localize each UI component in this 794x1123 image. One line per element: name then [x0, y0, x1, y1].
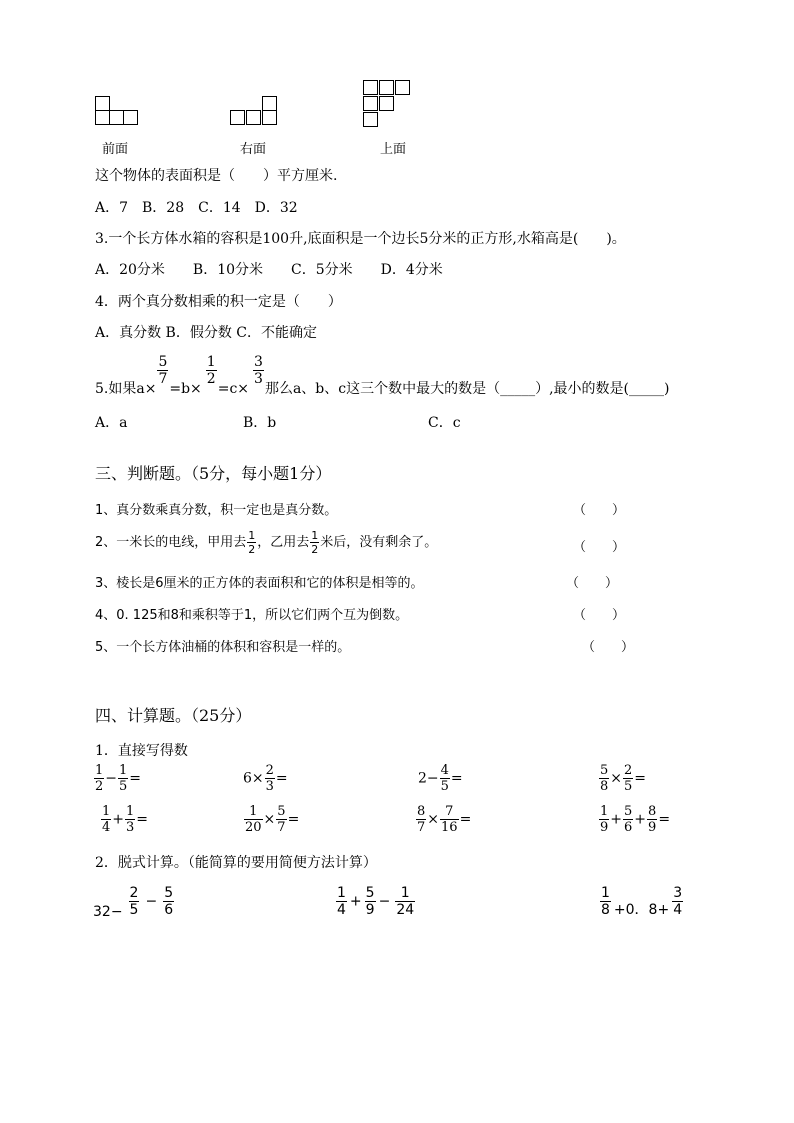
question-3-options: A．20分米 B．10分米 C．5分米 D．4分米	[95, 262, 443, 278]
right-view-label: 右面	[240, 142, 267, 157]
section-3-title: 三、判断题。（5分，每小题1分）	[95, 464, 332, 483]
calc-r1c4: $\frac{5}{8}$ × $\frac{2}{5}$ =	[600, 763, 647, 794]
question-3: 3.一个长方体水箱的容积是100升,底面积是一个边长5分米的正方形,水箱高是( )。	[95, 231, 626, 247]
section-4-sub-1: 1．直接写得数	[95, 743, 188, 759]
section-4-sub-2: 2．脱式计算。（能简算的要用简便方法计算）	[95, 855, 377, 871]
judge-bracket-4: （ ）	[573, 608, 626, 623]
calc-r1c1: $\frac{1}{2}$ − $\frac{1}{5}$ =	[95, 763, 142, 794]
judge-bracket-5: （ ）	[582, 640, 635, 655]
front-view-drawing	[95, 96, 155, 131]
question-4-options: A．真分数 B．假分数 C．不能确定	[95, 325, 318, 341]
judge-item-2: 2、一米长的电线，甲用去 $\frac{1}{2}$ ，乙用去 $\frac{1}{2}$ 米后，没有剩余了。	[95, 529, 438, 556]
question-5: 5.如果a× $\frac{5}{7}$ =b× $\frac{1}{2}$ =c× $\frac{3}{3}$ 那么a、b、c这三个数中最大的数是（_____）,最小的数是(_____)	[95, 354, 670, 397]
top-view-label: 上面	[380, 142, 407, 157]
q5-option-b: B．b	[243, 415, 277, 431]
question-surface-area-options: A．7 B．28 C．14 D．32	[95, 200, 298, 216]
section-4-title: 四、计算题。（25分）	[95, 706, 252, 725]
calc-r2c2: $\frac{1}{20}$ × $\frac{5}{7}$ =	[245, 804, 300, 835]
calc-r1c2: 6× $\frac{2}{3}$ =	[243, 763, 288, 794]
calc-r1c3: 2− $\frac{4}{5}$ =	[418, 763, 463, 794]
judge-bracket-2: （ ）	[573, 540, 626, 555]
q5-prefix: 5.如果a×	[95, 380, 157, 397]
calc-r2c4: $\frac{1}{9}$ + $\frac{5}{6}$ + $\frac{8}{9}$ =	[600, 804, 671, 835]
judge-item-1: 1、真分数乘真分数，积一定也是真分数。	[95, 503, 338, 518]
expr-1: 32− $\frac{2}{5}$ − $\frac{5}{6}$	[93, 885, 174, 920]
calc-r2c3: $\frac{8}{7}$ × $\frac{7}{16}$ =	[417, 804, 472, 835]
q5-fraction-1: $\frac{5}{7}$	[158, 354, 168, 387]
front-view-label: 前面	[102, 142, 129, 157]
judge-item-2-fraction-2: $\frac{1}{2}$	[311, 529, 319, 556]
judge-item-2-fraction-1: $\frac{1}{2}$	[248, 529, 256, 556]
judge-bracket-1: （ ）	[573, 503, 626, 518]
judge-bracket-3: （ ）	[566, 576, 619, 591]
q5-fraction-3: $\frac{3}{3}$	[254, 354, 263, 387]
q5-option-c: C．c	[428, 415, 461, 431]
top-view-drawing	[363, 80, 423, 130]
judge-item-4: 4、0. 125和8和乘积等于1，所以它们两个互为倒数。	[95, 608, 409, 623]
judge-item-3: 3、棱长是6厘米的正方体的表面积和它的体积是相等的。	[95, 576, 424, 591]
question-surface-area: 这个物体的表面积是（ ）平方厘米.	[95, 168, 338, 184]
expr-3: $\frac{1}{8}$ +0．8+ $\frac{3}{4}$	[601, 885, 683, 918]
question-4: 4．两个真分数相乘的积一定是（ ）	[95, 294, 342, 310]
expr-2: $\frac{1}{4}$ + $\frac{5}{9}$ − $\frac{1}{24}$	[337, 885, 415, 918]
right-view-drawing	[230, 96, 290, 131]
q5-fraction-2: $\frac{1}{2}$	[206, 354, 216, 387]
calc-r2c1: $\frac{1}{4}$ + $\frac{1}{3}$ =	[102, 804, 149, 835]
q5-option-a: A．a	[95, 415, 128, 431]
judge-item-5: 5、一个长方体油桶的体积和容积是一样的。	[95, 640, 351, 655]
